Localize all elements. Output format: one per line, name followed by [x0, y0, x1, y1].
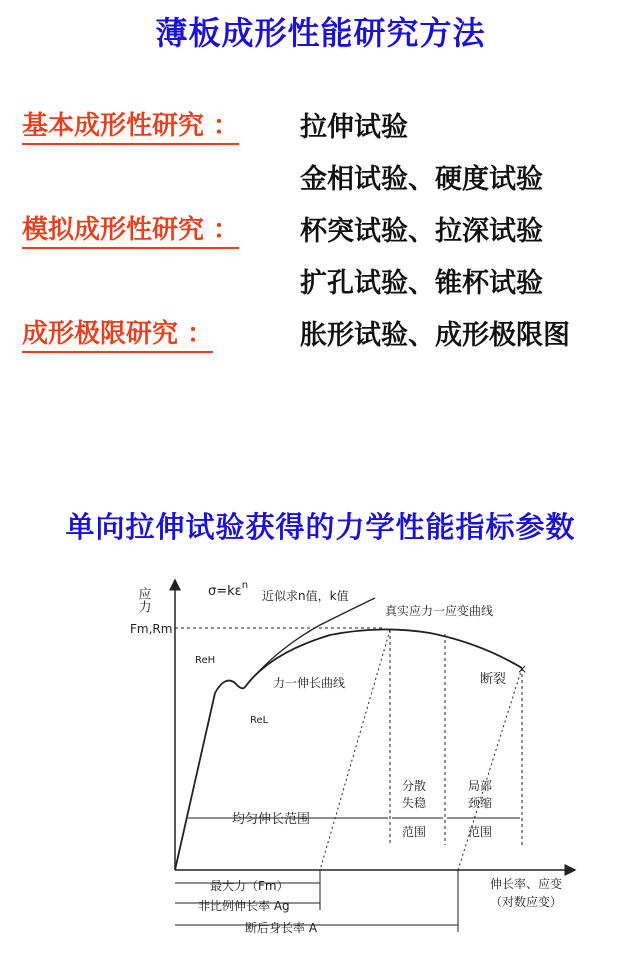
a-unload-line	[458, 668, 522, 870]
fm-label: Fm,Rm	[130, 622, 173, 636]
diffuse-label-2: 失稳	[402, 796, 427, 810]
ag-label: 非比例伸长率 Ag	[198, 899, 290, 913]
formula-note: 近似求n值，k值	[262, 589, 349, 603]
max-force-label: 最大力（Fm）	[210, 879, 289, 893]
method-tensile-test: 拉伸试验	[300, 112, 408, 143]
method-row-basic-2	[0, 157, 641, 209]
local-label-2: 颈缩	[468, 796, 493, 810]
x-axis-label-2: （对数应变）	[490, 895, 563, 909]
diagram-title: 单向拉伸试验获得的力学性能指标参数	[65, 510, 576, 544]
local-label-1: 局部	[468, 779, 493, 793]
diffuse-label-3: 范围	[402, 825, 427, 839]
local-label-3: 范围	[468, 825, 493, 839]
force-curve-label: 力一伸长曲线	[273, 676, 346, 690]
category-simulated: 模拟成形性研究 ：	[22, 209, 239, 249]
y-axis-label: 应力	[135, 587, 151, 613]
stress-strain-diagram	[0, 555, 641, 954]
x-axis-label-1: 伸长率、应变	[490, 877, 563, 891]
reh-label: ReH	[195, 655, 216, 666]
category-basic: 基本成形性研究 ：	[22, 105, 239, 145]
ag-unload-line	[320, 630, 390, 870]
method-row-simulated-2	[0, 261, 641, 313]
method-cupping-deep-drawing: 杯突试验、拉深试验	[300, 216, 543, 247]
uniform-range-label: 均匀伸长范围	[232, 812, 311, 827]
category-forming-limit: 成形极限研究 ：	[22, 313, 213, 353]
true-curve-label: 真实应力一应变曲线	[385, 604, 494, 618]
fracture-label: 断裂	[480, 672, 507, 687]
method-bulge-flc: 胀形试验、成形极限图	[300, 320, 570, 351]
method-row-limit	[0, 313, 641, 365]
method-row-simulated	[0, 209, 641, 261]
a-label: 断后身长率 A	[245, 921, 318, 935]
method-metallographic-hardness: 金相试验、硬度试验	[300, 164, 543, 195]
fracture-mark: ×	[517, 662, 528, 676]
page-title: 薄板成形性能研究方法	[155, 14, 486, 52]
diffuse-label-1: 分散	[402, 779, 427, 793]
rel-label: ReL	[250, 715, 269, 726]
method-row-basic	[0, 105, 641, 157]
method-hole-expansion-conical-cup: 扩孔试验、锥杯试验	[300, 268, 543, 299]
formula-label: $\sigma=k\varepsilon^n$	[208, 580, 249, 599]
